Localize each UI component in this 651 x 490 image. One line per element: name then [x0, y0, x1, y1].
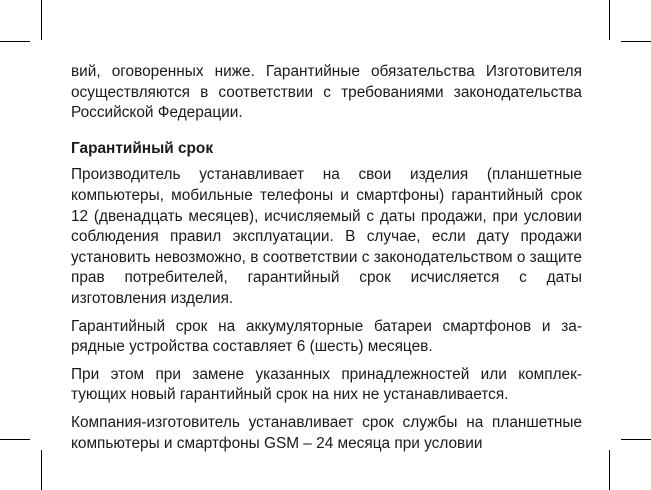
crop-mark-top-left-vertical — [41, 0, 42, 40]
paragraph-warranty-period: Производитель устанавливает на свои изделия (планшетные компьютеры, мобильные телефоны и смартфоны) гарантийный срок 12 (двенадцать месяцев), исчисляемый с даты продажи, при условии соблюдения правил эксплуатации. В случае, если дату продажи установить невозможно, в соответствии с законодательством о защите прав потребителей, гарантийный срок исчисляется с даты изготовления изделия. — [71, 166, 582, 307]
section-heading: Гарантийный срок — [71, 139, 214, 157]
crop-mark-top-left-horizontal — [0, 41, 30, 42]
crop-mark-top-right-vertical — [609, 0, 610, 40]
crop-mark-top-right-horizontal — [621, 41, 651, 42]
paragraph-service-life: Компания-изготовитель устанавливает срок службы на планшетные компьютеры и смартфоны GSM – 24 месяца при условии — [71, 413, 582, 452]
paragraph-replacement-parts: При этом при замене указанных принадлежностей или комплектующих новый гарантийный срок на них не устанавливается. — [71, 365, 582, 404]
crop-mark-bottom-right-vertical — [609, 450, 610, 490]
document-body — [71, 62, 582, 454]
crop-mark-bottom-left-horizontal — [0, 439, 30, 440]
crop-mark-bottom-right-horizontal — [621, 439, 651, 440]
intro-paragraph: вий, оговоренных ниже. Гарантийные обязательства Изготовителя осуществляются в соответствии с требованиями законодательства Российской Федерации. — [71, 63, 582, 122]
paragraph-battery-warranty: Гарантийный срок на аккумуляторные батареи смартфонов и зарядные устройства составляет 6 (шесть) месяцев. — [71, 317, 582, 356]
crop-mark-bottom-left-vertical — [41, 450, 42, 490]
